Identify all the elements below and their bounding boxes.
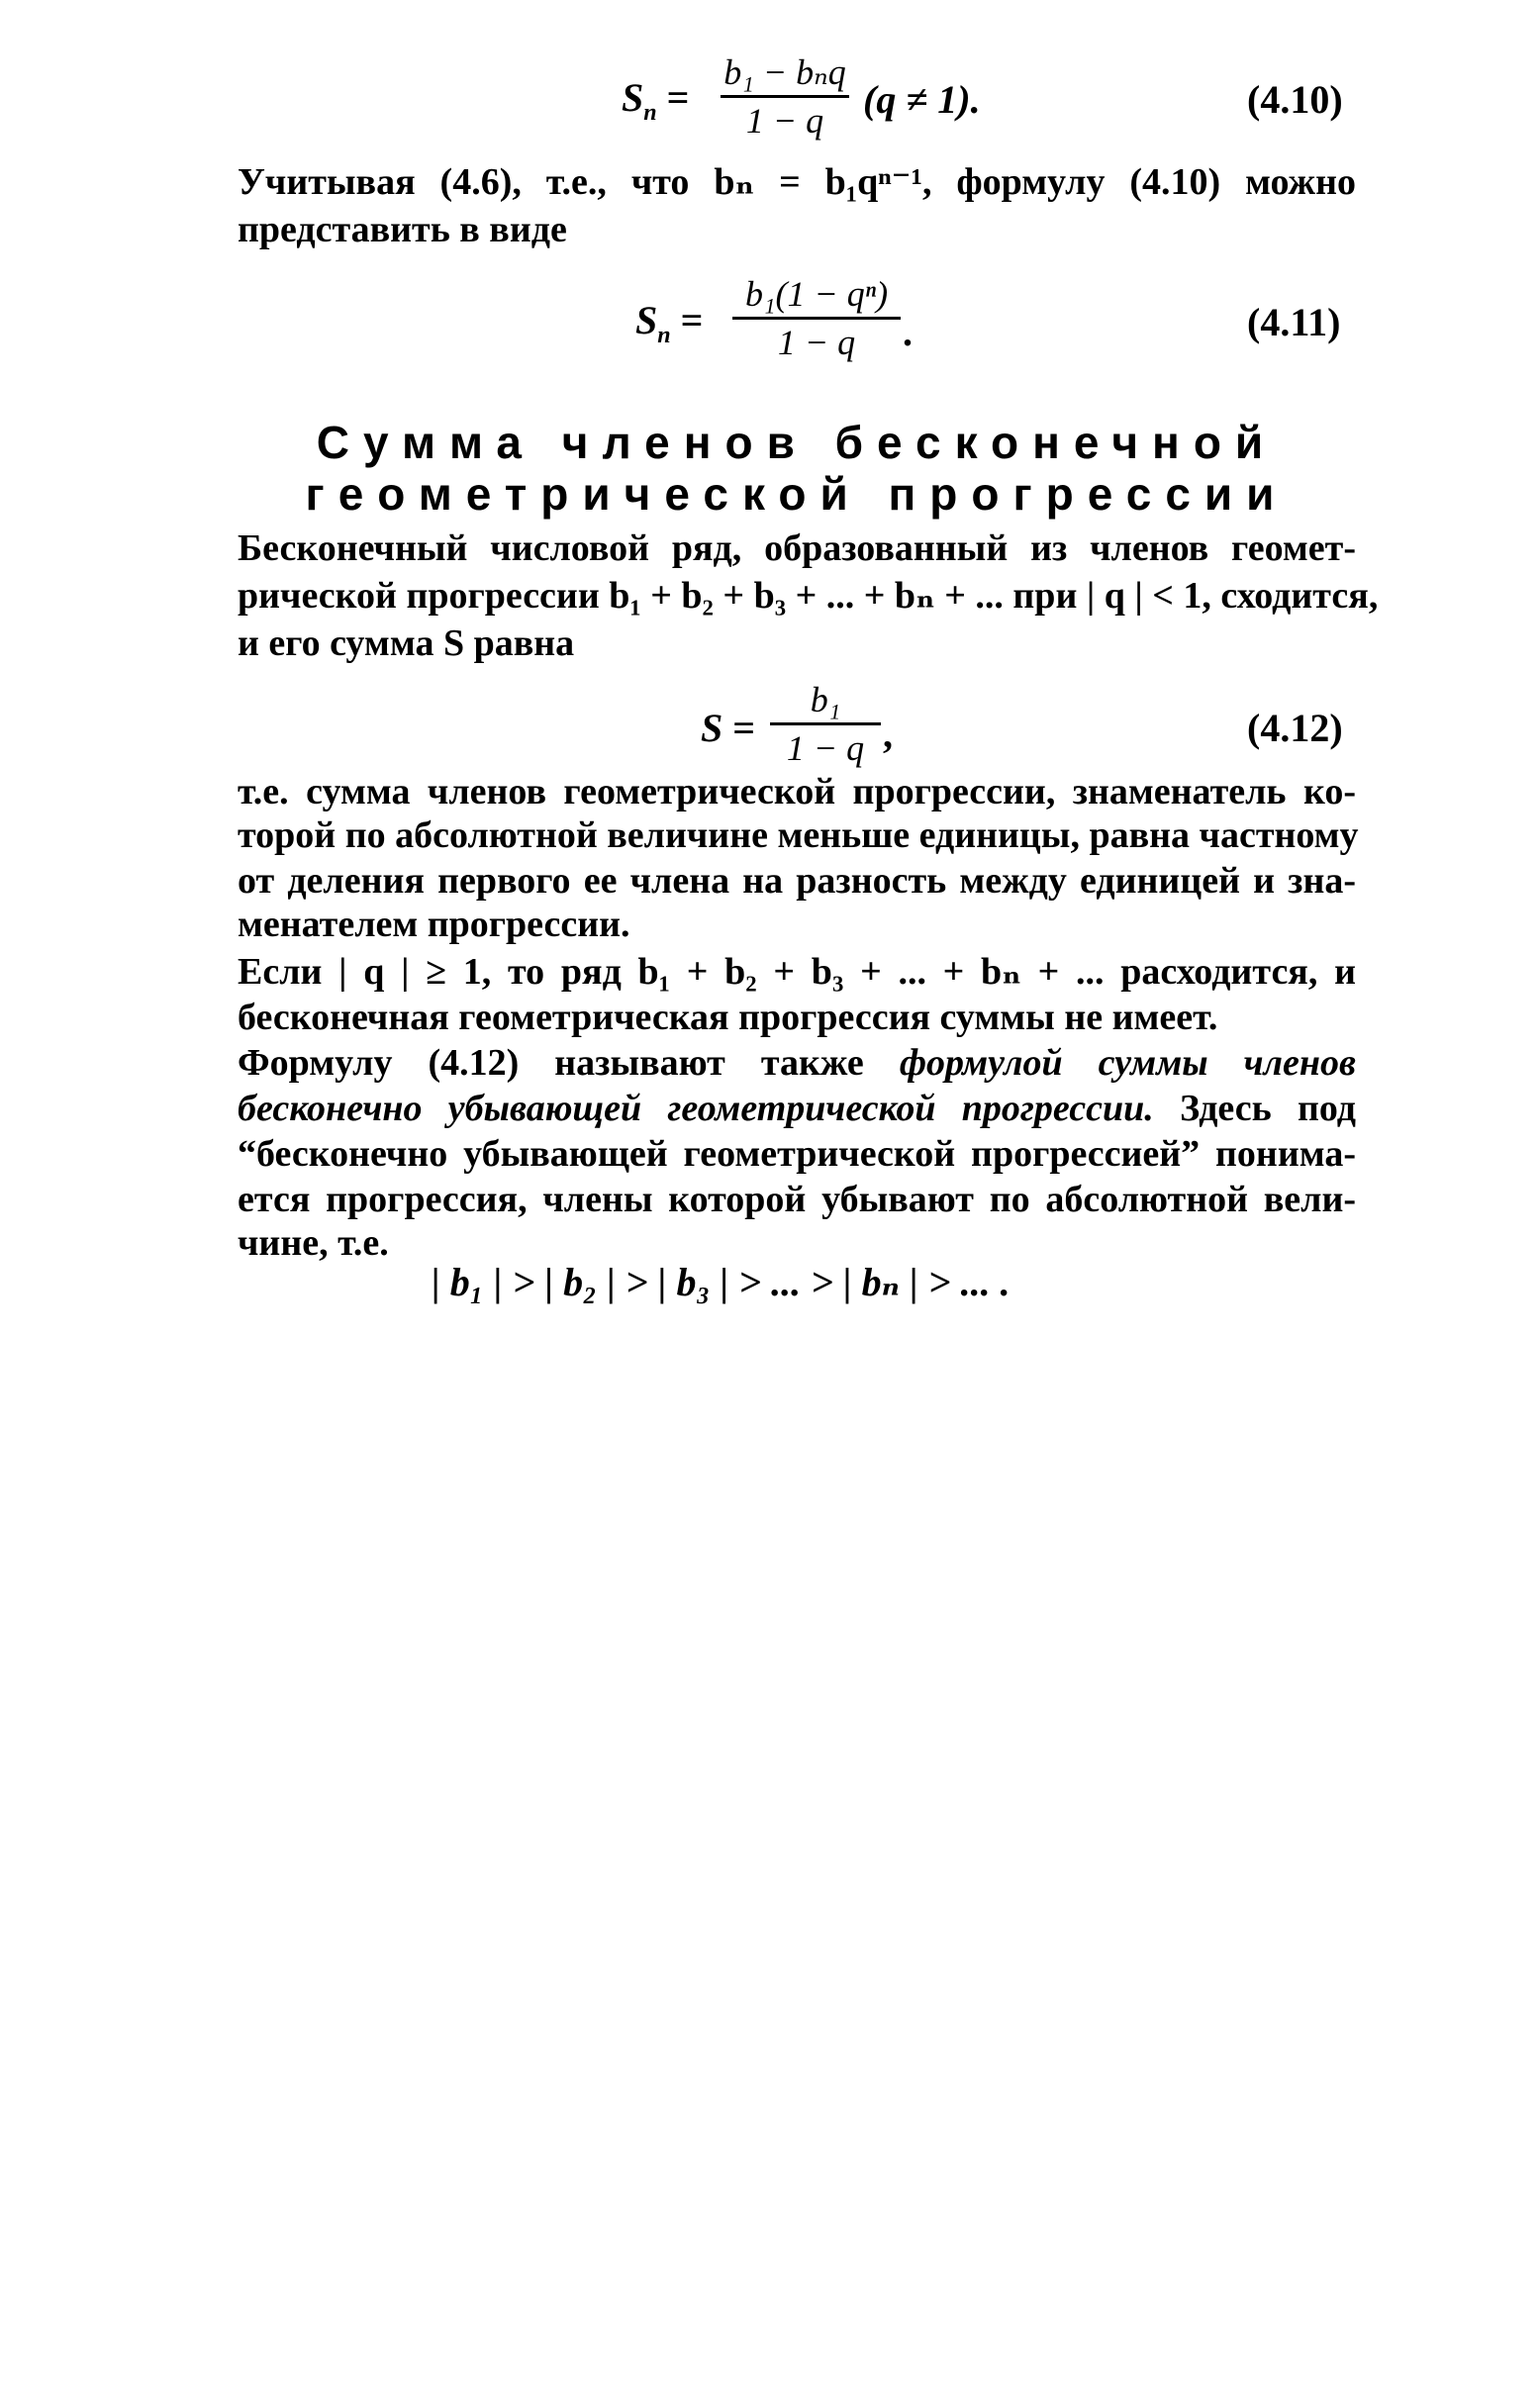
eq-4-10-numerator: b₁ − bₙq [723, 52, 846, 92]
eq-4-12-lhs: S = [701, 706, 756, 750]
eq-4-10-lhs-symbol: S [622, 75, 644, 120]
eq-4-10-fraction [721, 51, 849, 142]
eq-4-12-numerator: b₁ [810, 680, 841, 719]
para5-line2-text: Здесь под [1153, 1088, 1356, 1129]
eq-4-11-period: . [903, 310, 913, 354]
para2-line3: и его сумма S равна [238, 622, 575, 664]
eq-4-11-lhs: $S_n$ = [635, 298, 704, 348]
para1-line1: Учитывая (4.6), т.е., что bₙ = b₁qⁿ⁻¹, формулу (4.10) можно [238, 161, 1356, 203]
para4-line2: бесконечная геометрическая прогрессия суммы не имеет. [238, 997, 1218, 1038]
eq-4-12-number: (4.12) [1247, 706, 1343, 750]
para5-line5: чине, т.е. [238, 1222, 389, 1264]
inequality-chain: | b₁ | > | b₂ | > | b₃ | > ... > | bₙ | > ... . [432, 1260, 1011, 1304]
section-heading-line2: геометрической прогрессии [305, 468, 1289, 520]
eq-4-11-lhs-subscript: n [657, 323, 671, 348]
para5-line1 [238, 1039, 1356, 1087]
para5-line4: ется прогрессия, члены которой убывают по абсолютной вели- [238, 1179, 1356, 1220]
eq-4-12-fraction-bar [770, 722, 881, 725]
para3-line1: т.е. сумма членов геометрической прогрессии, знаменатель ко- [238, 771, 1356, 812]
eq-4-11-number: (4.11) [1247, 300, 1341, 344]
eq-4-10-number: (4.10) [1247, 77, 1343, 122]
para4-line1: Если | q | ≥ 1, то ряд b₁ + b₂ + b₃ + ... + bₙ + ... расходится, и [238, 951, 1356, 993]
eq-4-10-fraction-bar [721, 95, 849, 98]
eq-4-10-condition: (q ≠ 1). [863, 77, 981, 122]
para2-line1: Бесконечный числовой ряд, образованный из членов геомет- [238, 527, 1356, 569]
eq-4-10-lhs-subscript: n [643, 100, 657, 126]
para3-line4: менателем прогрессии. [238, 904, 630, 945]
para1-line2: представить в виде [238, 209, 567, 250]
eq-4-12-fraction [770, 679, 881, 769]
section-heading-line1: Сумма членов бесконечной [316, 417, 1278, 468]
para5-line3: “бесконечно убывающей геометрической прогрессией” понима- [238, 1133, 1356, 1175]
para5-line1-italic: формулой суммы членов [899, 1042, 1356, 1084]
eq-4-11-fraction-bar [732, 317, 901, 320]
eq-4-11-lhs-symbol: S [635, 298, 658, 342]
para5-line2-italic: бесконечно убывающей геометрической прогрессии. [238, 1088, 1154, 1129]
para3-line2: торой по абсолютной величине меньше единицы, равна частному [238, 814, 1359, 856]
eq-4-10-denominator: 1 − q [745, 101, 824, 141]
eq-4-11-fraction [732, 273, 901, 363]
para2-line2: рической прогрессии b₁ + b₂ + b₃ + ... + bₙ + ... при | q | < 1, сходится, [238, 575, 1379, 617]
eq-4-11-denominator: 1 − q [777, 323, 856, 362]
para5-line2 [238, 1085, 1356, 1132]
para5-line1-text: Формулу (4.12) называют также [238, 1042, 900, 1084]
para3-line3: от деления первого ее члена на разность между единицей и зна- [238, 860, 1356, 902]
eq-4-12-lhs-symbol: S [701, 706, 723, 750]
eq-4-12-denominator: 1 − q [786, 728, 865, 768]
eq-4-10-lhs: $S_n$ = [622, 75, 690, 126]
eq-4-12-comma: , [883, 712, 893, 756]
eq-4-11-numerator: b₁(1 − qⁿ) [744, 274, 889, 314]
